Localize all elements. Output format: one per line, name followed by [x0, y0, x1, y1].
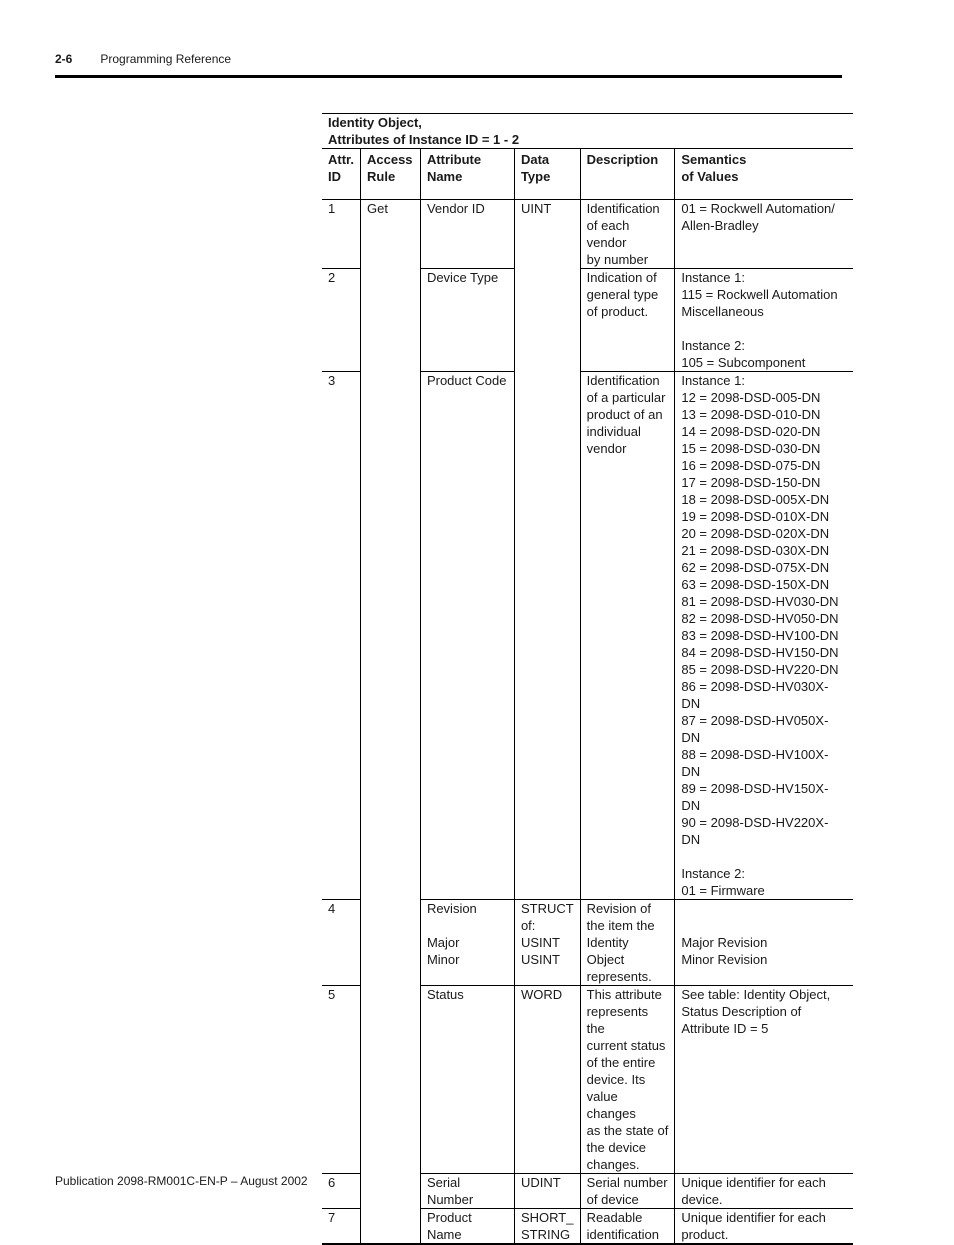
attr-id: 3 — [322, 372, 361, 900]
attribute-name: Product Name — [420, 1209, 514, 1245]
semantics: 01 = Rockwell Automation/ Allen-Bradley — [675, 200, 853, 269]
description: Serial number of device — [580, 1174, 675, 1209]
description: This attribute represents the current status of the entire device. Its value changes as the state of the device changes. — [580, 986, 675, 1174]
attr-id: 4 — [322, 900, 361, 986]
attr-id: 1 — [322, 200, 361, 269]
semantics: See table: Identity Object, Status Description of Attribute ID = 5 — [675, 986, 853, 1174]
description: Readable identification — [580, 1209, 675, 1245]
attr-id: 2 — [322, 269, 361, 372]
column-header-description: Description — [580, 149, 675, 200]
attr-id: 7 — [322, 1209, 361, 1245]
attribute-name: Serial Number — [420, 1174, 514, 1209]
semantics: Unique identifier for each device. — [675, 1174, 853, 1209]
attribute-name: Device Type — [420, 269, 514, 372]
attribute-name: Product Code — [420, 372, 514, 900]
table-title-line2: Attributes of Instance ID = 1 - 2 — [328, 132, 520, 147]
page-number: 2-6 — [55, 52, 73, 66]
table-header-row — [322, 149, 853, 200]
data-type — [514, 269, 580, 372]
data-type: SHORT_ STRING — [514, 1209, 580, 1245]
column-header-semantics: Semantics of Values — [675, 149, 853, 200]
data-type: UDINT — [514, 1174, 580, 1209]
table-title-line1: Identity Object, — [328, 115, 422, 130]
semantics: Unique identifier for each product. — [675, 1209, 853, 1245]
access-rule: Get — [361, 200, 421, 1245]
attribute-name: Vendor ID — [420, 200, 514, 269]
table-title-row — [322, 114, 853, 149]
column-header-data-type: Data Type — [514, 149, 580, 200]
data-type: UINT — [514, 200, 580, 269]
column-header-attribute-name: Attribute Name — [420, 149, 514, 200]
column-header-access-rule: Access Rule — [361, 149, 421, 200]
description: Revision of the item the Identity Object represents. — [580, 900, 675, 986]
attr-id: 6 — [322, 1174, 361, 1209]
description: Indication of general type of product. — [580, 269, 675, 372]
section-title: Programming Reference — [100, 52, 232, 66]
publication-footer: Publication 2098-RM001C-EN-P – August 2002 — [55, 1174, 308, 1188]
table-row — [322, 200, 853, 269]
semantics: Instance 1: 12 = 2098-DSD-005-DN 13 = 2098-DSD-010-DN 14 = 2098-DSD-020-DN 15 = 2098-DSD-030-DN 16 = 2098-DSD-075-DN 17 = 2098-DSD-150-DN 18 = 2098-DSD-005X-DN 19 = 2098-DSD-010X-DN 20 = 2098-DSD-020X-DN 21 = 2098-DSD-030X-DN 62 = 2098-DSD-075X-DN 63 = 2098-DSD-150X-DN 81 = 2098-DSD-HV030-DN 82 = 2098-DSD-HV050-DN 83 = 2098-DSD-HV100-DN 84 = 2098-DSD-HV150-DN 85 = 2098-DSD-HV220-DN 86 = 2098-DSD-HV030X-DN 87 = 2098-DSD-HV050X-DN 88 = 2098-DSD-HV100X-DN 89 = 2098-DSD-HV150X-DN 90 = 2098-DSD-HV220X-DN Instance 2: 01 = Firmware — [675, 372, 853, 900]
data-type: STRUCT of: USINT USINT — [514, 900, 580, 986]
description: Identification of a particular product of an individual vendor — [580, 372, 675, 900]
attribute-name: Revision Major Minor — [420, 900, 514, 986]
semantics: Major Revision Minor Revision — [675, 900, 853, 986]
description: Identification of each vendor by number — [580, 200, 675, 269]
attribute-name: Status — [420, 986, 514, 1174]
header-rule — [55, 75, 842, 78]
attr-id: 5 — [322, 986, 361, 1174]
table-title — [322, 114, 853, 149]
data-type: WORD — [514, 986, 580, 1174]
semantics: Instance 1: 115 = Rockwell Automation Miscellaneous Instance 2: 105 = Subcomponent — [675, 269, 853, 372]
column-header-attr-id: Attr. ID — [328, 152, 354, 184]
data-type — [514, 372, 580, 900]
page-header — [55, 52, 231, 66]
identity-object-table — [322, 113, 853, 1245]
